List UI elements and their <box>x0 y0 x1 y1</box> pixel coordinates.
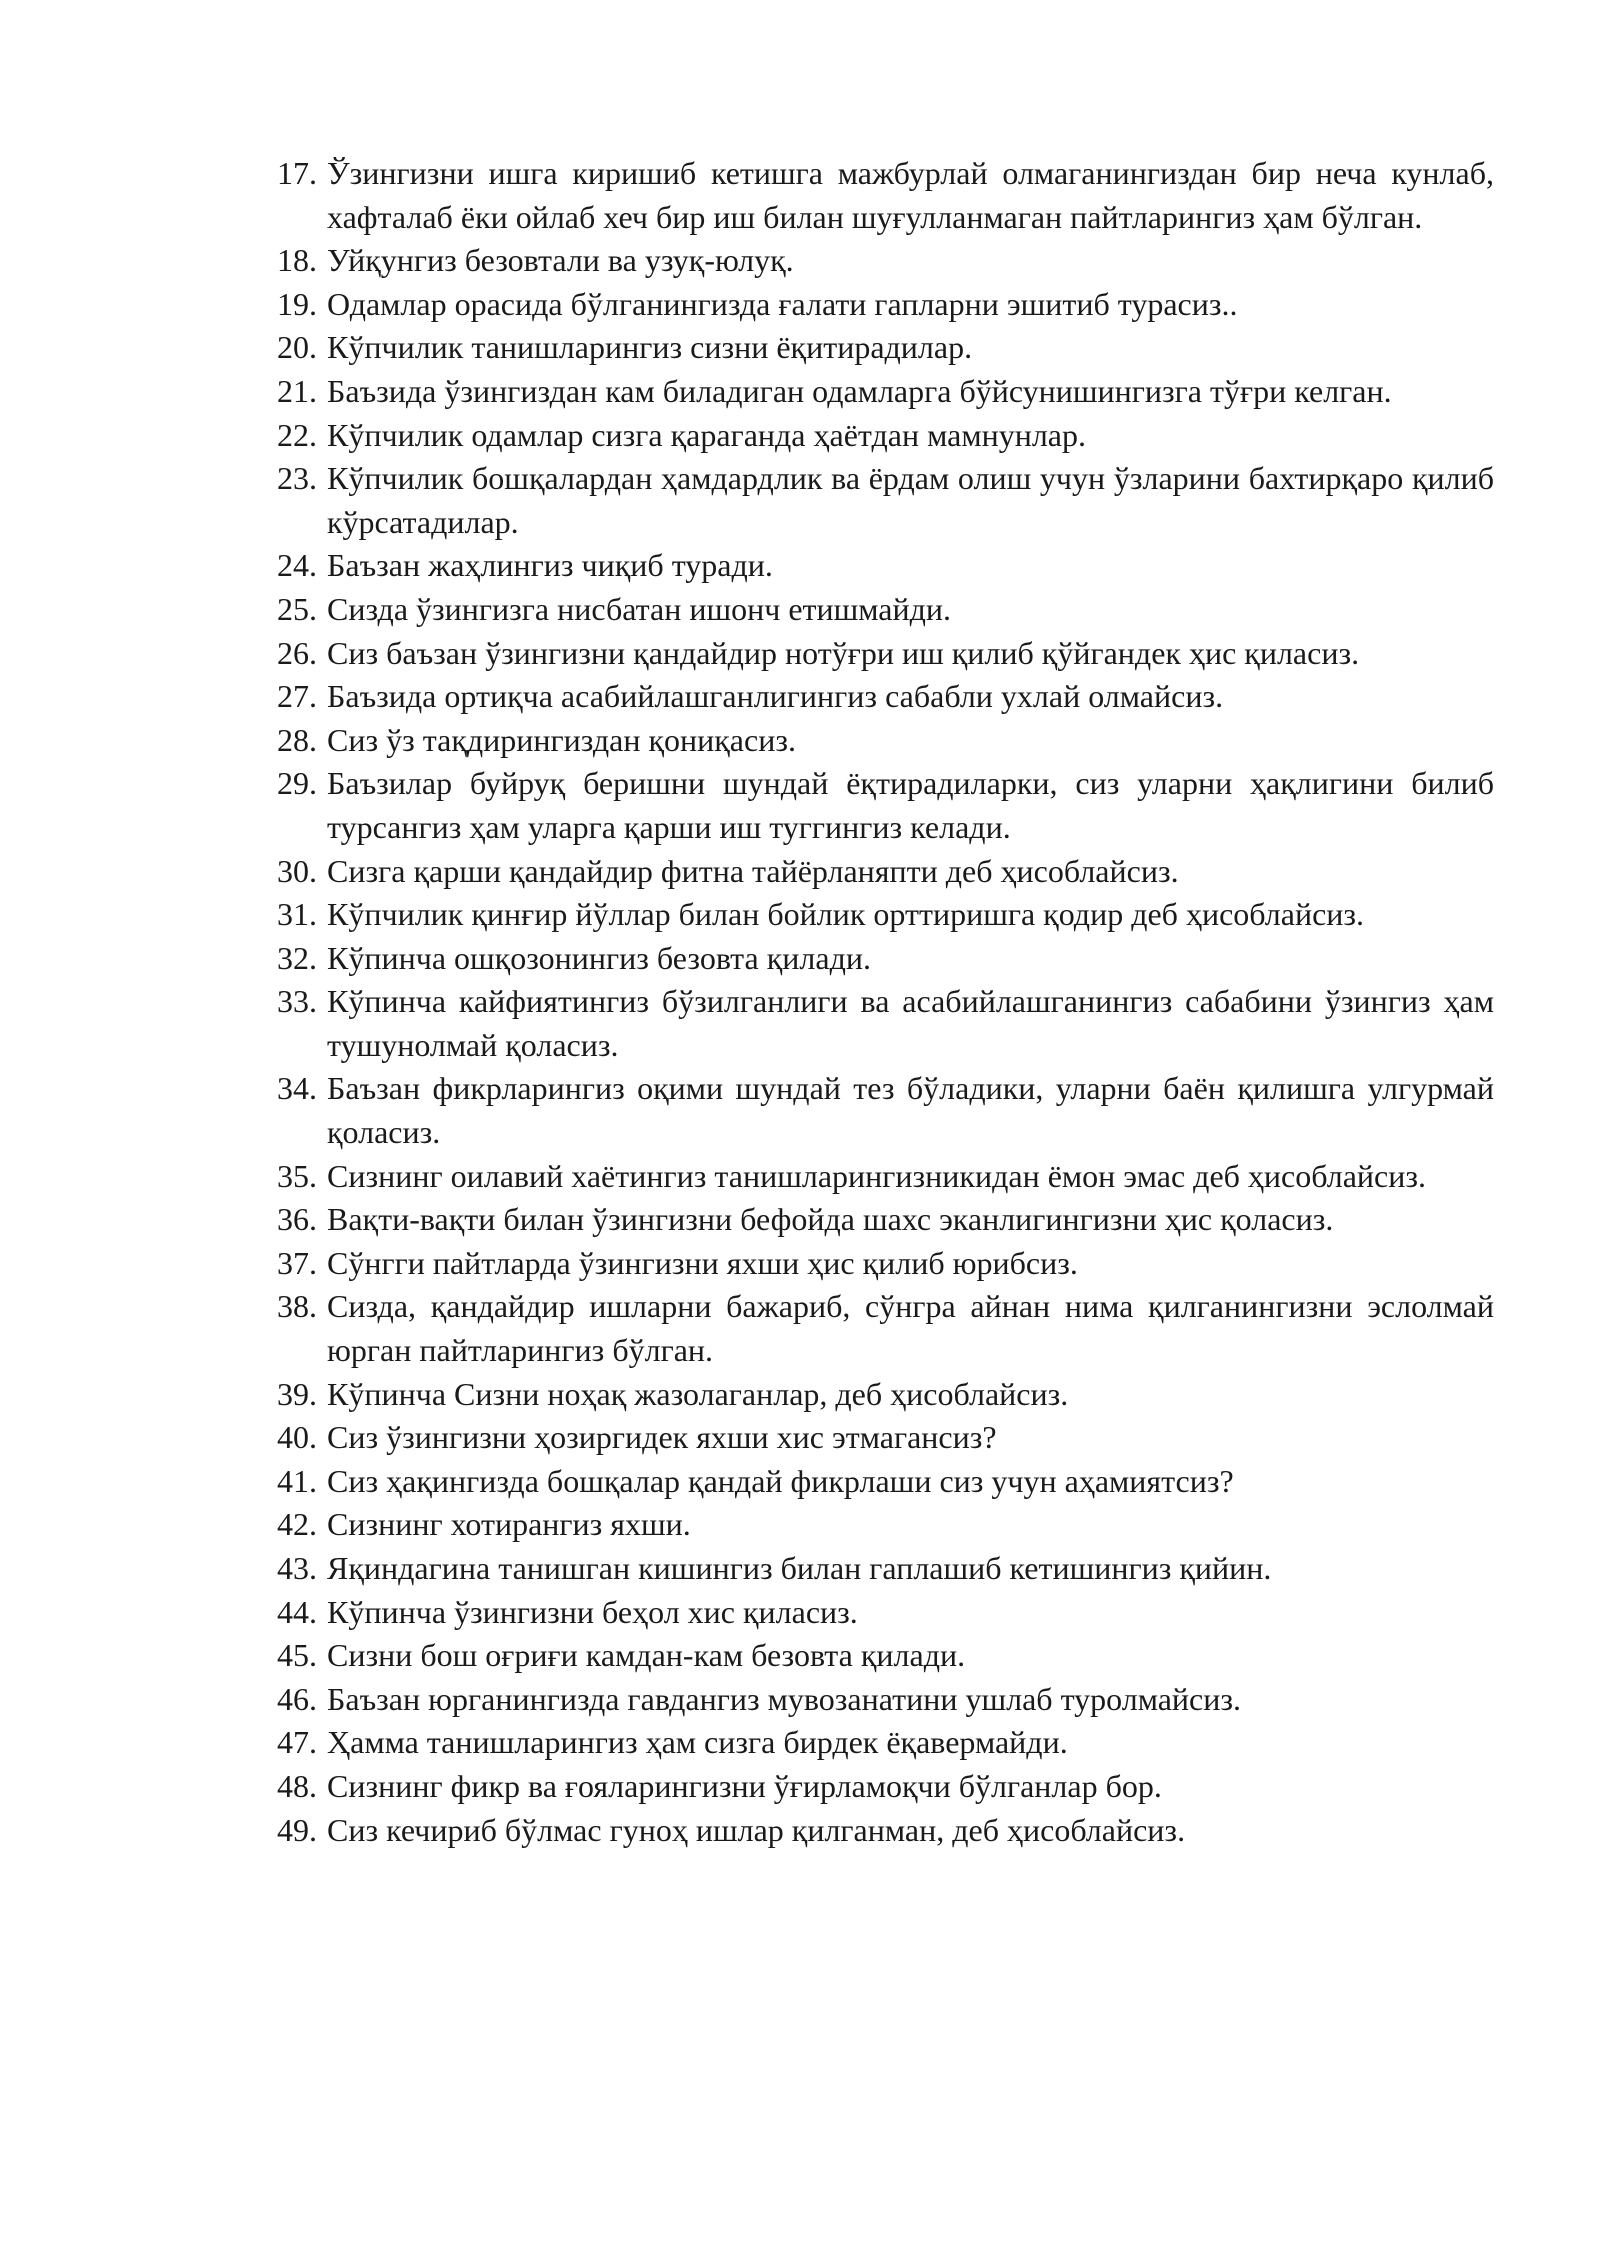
question-number: 30. <box>277 852 317 889</box>
list-item <box>277 1285 1494 1372</box>
question-number: 33. <box>277 983 317 1020</box>
list-item <box>277 937 1494 981</box>
question-text: Сизда, қандайдир ишларни бажариб, сўнгра айнан нима қилганингизни эслолмай юрган пайтларингиз бўлган. <box>327 1288 1494 1369</box>
question-text: Кўпчилик танишларингиз сизни ёқитирадилар. <box>327 329 973 366</box>
list-item <box>277 1765 1494 1809</box>
list-item <box>277 719 1494 763</box>
question-text: Баъзан фикрларингиз оқими шундай тез бўладики, уларни баён қилишга улгурмай қоласиз. <box>327 1070 1494 1151</box>
question-number: 20. <box>277 329 317 366</box>
question-number: 23. <box>277 460 317 497</box>
list-item <box>277 457 1494 544</box>
question-text: Кўпинча кайфиятингиз бўзилганлиги ва асабийлашганингиз сабабини ўзингиз ҳам тушунолмай қоласиз. <box>327 983 1494 1063</box>
list-item <box>277 1242 1494 1286</box>
question-number: 41. <box>277 1462 317 1499</box>
question-text: Кўпинча Сизни ноҳақ жазолаганлар, деб ҳисоблайсиз. <box>327 1375 1069 1412</box>
question-text: Ҳамма танишларингиз ҳам сизга бирдек ёқавермайди. <box>327 1724 1068 1761</box>
list-item <box>277 893 1494 937</box>
list-item <box>277 1809 1494 1853</box>
list-item <box>277 239 1494 283</box>
list-item <box>277 1634 1494 1678</box>
question-text: Кўпинча ўзингизни беҳол хис қиласиз. <box>327 1593 858 1630</box>
question-text: Сизни бош оғриғи камдан-кам безовта қилади. <box>327 1637 966 1674</box>
question-text: Баъзида ўзингиздан кам биладиган одамларга бўйсунишингизга тўғри келган. <box>327 372 1392 409</box>
list-item <box>277 283 1494 327</box>
list-item <box>277 1067 1494 1154</box>
list-item <box>277 980 1494 1067</box>
question-list <box>277 152 1494 1852</box>
question-number: 28. <box>277 721 317 758</box>
question-text: Сизда ўзингизга нисбатан ишонч етишмайди. <box>327 590 952 627</box>
list-item <box>277 326 1494 370</box>
list-item <box>277 632 1494 676</box>
question-number: 40. <box>277 1419 317 1456</box>
question-text: Сизга қарши қандайдир фитна тайёрланяпти деб ҳисоблайсиз. <box>327 852 1179 889</box>
list-item <box>277 1503 1494 1547</box>
list-item <box>277 1373 1494 1417</box>
question-number: 19. <box>277 285 317 322</box>
question-text: Кўпчилик бошқалардан ҳамдардлик ва ёрдам олиш учун ўзларини бахтирқаро қилиб кўрсатадилар. <box>327 460 1494 540</box>
question-text: Баъзан юрганингизда гавдангиз мувозанатини ушлаб туролмайсиз. <box>327 1680 1242 1717</box>
list-item <box>277 544 1494 588</box>
question-text: Баъзилар буйруқ беришни шундай ёқтирадиларки, сиз уларни ҳақлигини билиб турсангиз ҳам уларга қарши иш туггингиз келади. <box>327 765 1494 845</box>
question-number: 47. <box>277 1724 317 1761</box>
question-number: 26. <box>277 634 317 671</box>
question-number: 29. <box>277 765 317 802</box>
list-item <box>277 588 1494 632</box>
list-item <box>277 152 1494 239</box>
question-number: 22. <box>277 416 317 453</box>
question-number: 34. <box>277 1070 317 1107</box>
list-item <box>277 762 1494 849</box>
question-number: 37. <box>277 1244 317 1281</box>
list-item <box>277 414 1494 458</box>
list-item <box>277 1155 1494 1199</box>
question-text: Кўпчилик одамлар сизга қараганда ҳаётдан мамнунлар. <box>327 416 1086 453</box>
question-text: Сиз баъзан ўзингизни қандайдир нотўғри иш қилиб қўйгандек ҳис қиласиз. <box>327 634 1360 671</box>
question-text: Сиз ўзингизни ҳозиргидек яхши хис этмагансиз? <box>327 1419 997 1456</box>
question-number: 49. <box>277 1811 317 1848</box>
question-number: 43. <box>277 1550 317 1586</box>
question-number: 21. <box>277 372 317 409</box>
question-number: 39. <box>277 1375 317 1412</box>
question-number: 17. <box>277 155 317 191</box>
question-text: Сизнинг оилавий хаётингиз танишларингизникидан ёмон эмас деб ҳисоблайсиз. <box>327 1157 1426 1194</box>
list-item <box>277 1591 1494 1635</box>
question-text: Сиз кечириб бўлмас гуноҳ ишлар қилганман, деб ҳисоблайсиз. <box>327 1811 1186 1848</box>
list-item <box>277 1460 1494 1504</box>
question-text: Вақти-вақти билан ўзингизни бефойда шахс эканлигингизни ҳис қоласиз. <box>327 1201 1334 1238</box>
question-number: 35. <box>277 1157 317 1194</box>
list-item <box>277 1678 1494 1722</box>
question-number: 18. <box>277 242 317 279</box>
question-text: Баъзида ортиқча асабийлашганлигингиз сабабли ухлай олмайсиз. <box>327 678 1224 715</box>
question-number: 36. <box>277 1201 317 1238</box>
question-number: 48. <box>277 1767 317 1804</box>
question-text: Яқиндагина танишган кишингиз билан гаплашиб кетишингиз қийин. <box>327 1550 1272 1586</box>
question-number: 42. <box>277 1506 317 1543</box>
list-item <box>277 675 1494 719</box>
question-number: 27. <box>277 678 317 715</box>
question-text: Сиз ўз тақдирингиздан қониқасиз. <box>327 721 796 758</box>
question-text: Кўпинча ошқозонингиз безовта қилади. <box>327 939 871 976</box>
question-number: 46. <box>277 1680 317 1717</box>
list-item <box>277 1416 1494 1460</box>
question-text: Сиз ҳақингизда бошқалар қандай фикрлаши сиз учун аҳамиятсиз? <box>327 1462 1234 1499</box>
question-number: 44. <box>277 1593 317 1630</box>
list-item <box>277 850 1494 894</box>
question-number: 31. <box>277 896 317 933</box>
question-text: Сизнинг хотирангиз яхши. <box>327 1506 691 1543</box>
question-number: 24. <box>277 547 317 584</box>
question-number: 45. <box>277 1637 317 1674</box>
question-text: Сизнинг фикр ва ғояларингизни ўғирламоқчи бўлганлар бор. <box>327 1767 1162 1804</box>
question-number: 32. <box>277 939 317 976</box>
list-item <box>277 1198 1494 1242</box>
question-text: Сўнгги пайтларда ўзингизни яхши ҳис қилиб юрибсиз. <box>327 1244 1078 1281</box>
question-number: 38. <box>277 1288 317 1325</box>
list-item <box>277 1721 1494 1765</box>
list-item <box>277 1547 1494 1591</box>
question-number: 25. <box>277 590 317 627</box>
question-text: Баъзан жаҳлингиз чиқиб туради. <box>327 547 773 584</box>
question-text: Одамлар орасида бўлганингизда ғалати гапларни эшитиб турасиз.. <box>327 285 1238 322</box>
question-text: Уйқунгиз безовтали ва узуқ-юлуқ. <box>327 242 794 279</box>
question-text: Кўпчилик қинғир йўллар билан бойлик орттиришга қодир деб ҳисоблайсиз. <box>327 896 1365 933</box>
question-text: Ўзингизни ишга киришиб кетишга мажбурлай олмаганингиздан бир неча кунлаб, хафталаб ёки ойлаб хеч бир иш билан шуғулланмаган пайтларингиз ҳам бўлган. <box>327 155 1494 235</box>
list-item <box>277 370 1494 414</box>
